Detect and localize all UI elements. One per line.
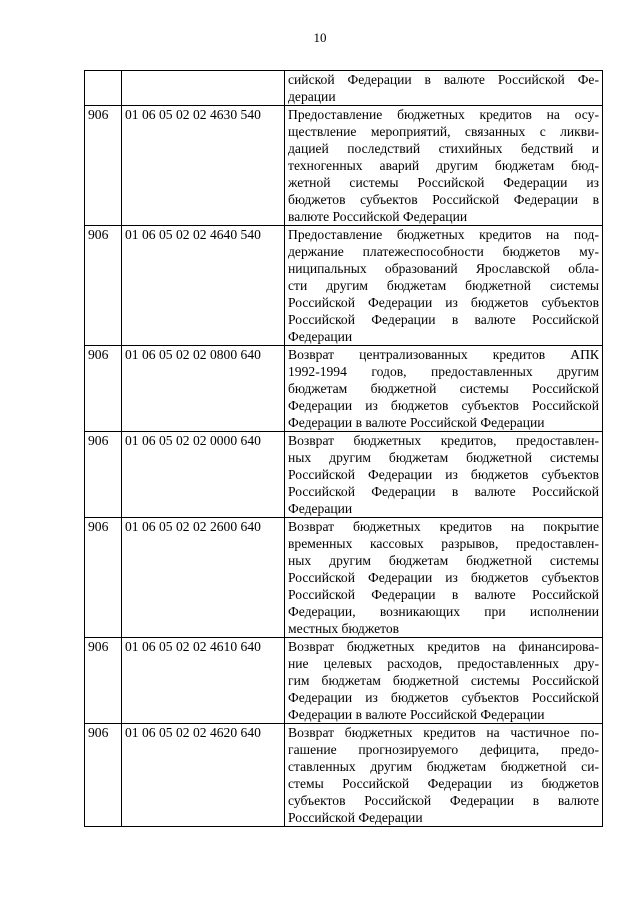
table-row: [85, 106, 603, 226]
admin-code-cell: 906: [85, 432, 122, 518]
admin-code-cell: [85, 71, 122, 106]
description-cell: [285, 71, 603, 106]
description-line: Федерации в валюте Российской Федерации: [288, 707, 545, 722]
table-row: [85, 71, 603, 106]
description-line: Возврат бюджетных кредитов, предоставлен-: [288, 433, 599, 448]
description-line: Возврат бюджетных кредитов на покрытие: [288, 519, 599, 534]
description-line: стемы Российской Федерации из бюджетов: [288, 776, 599, 791]
description-line: Российской Федерации в валюте Российской: [288, 484, 599, 499]
admin-code-cell: 906: [85, 518, 122, 638]
description-cell: [285, 432, 603, 518]
table-row: [85, 724, 603, 827]
description-line: Возврат централизованных кредитов АПК: [288, 347, 599, 362]
admin-code-cell: 906: [85, 638, 122, 724]
budget-code-cell: 01 06 05 02 02 0800 640: [122, 346, 285, 432]
table-row: [85, 346, 603, 432]
description-line: Федерации из бюджетов субъектов Российской: [288, 398, 599, 413]
description-line: дерации: [288, 89, 336, 104]
budget-code-cell: 01 06 05 02 02 2600 640: [122, 518, 285, 638]
description-cell: [285, 106, 603, 226]
budget-code-cell: 01 06 05 02 02 4630 540: [122, 106, 285, 226]
admin-code-cell: 906: [85, 106, 122, 226]
admin-code-cell: 906: [85, 346, 122, 432]
description-line: Предоставление бюджетных кредитов на под-: [288, 227, 599, 242]
description-line: Российской Федерации из бюджетов субъектов: [288, 467, 599, 482]
description-line: Российской Федерации из бюджетов субъектов: [288, 295, 599, 310]
description-cell: [285, 518, 603, 638]
description-line: ных другим бюджетам бюджетной системы: [288, 553, 599, 568]
description-line: ние целевых расходов, предоставленных дру-: [288, 656, 599, 671]
description-line: держание платежеспособности бюджетов му-: [288, 244, 599, 259]
budget-code-cell: 01 06 05 02 02 4610 640: [122, 638, 285, 724]
admin-code-cell: 906: [85, 724, 122, 827]
description-line: ставленных другим бюджетам бюджетной си-: [288, 759, 599, 774]
description-line: Предоставление бюджетных кредитов на осу-: [288, 107, 599, 122]
description-line: Российской Федерации в валюте Российской: [288, 312, 599, 327]
description-line: Федерации в валюте Российской Федерации: [288, 415, 545, 430]
budget-code-cell: 01 06 05 02 02 4620 640: [122, 724, 285, 827]
description-line: Федерации: [288, 501, 353, 516]
description-line: Российской Федерации из бюджетов субъектов: [288, 570, 599, 585]
description-line: жетной системы Российской Федерации из: [288, 175, 599, 190]
description-line: местных бюджетов: [288, 621, 400, 636]
description-line: Федерации: [288, 329, 353, 344]
budget-code-cell: 01 06 05 02 02 0000 640: [122, 432, 285, 518]
admin-code-cell: 906: [85, 226, 122, 346]
description-cell: [285, 638, 603, 724]
description-line: Федерации из бюджетов субъектов Российской: [288, 690, 599, 705]
description-cell: [285, 724, 603, 827]
description-line: Федерации, возникающих при исполнении: [288, 604, 599, 619]
table-row: [85, 432, 603, 518]
description-cell: [285, 226, 603, 346]
description-cell: [285, 346, 603, 432]
description-line: ниципальных образований Ярославской обла-: [288, 261, 599, 276]
description-line: гашение прогнозируемого дефицита, предо-: [288, 742, 599, 757]
description-line: ществление мероприятий, связанных с ликви-: [288, 124, 599, 139]
description-line: Возврат бюджетных кредитов на частичное по-: [288, 725, 599, 740]
description-line: Возврат бюджетных кредитов на финансирова-: [288, 639, 599, 654]
description-line: временных кассовых разрывов, предоставлен-: [288, 536, 599, 551]
description-line: бюджетам бюджетной системы Российской: [288, 381, 599, 396]
description-line: 1992-1994 годов, предоставленных другим: [288, 364, 599, 379]
description-line: Российской Федерации в валюте Российской: [288, 587, 599, 602]
description-line: бюджетов субъектов Российской Федерации в: [288, 192, 599, 207]
description-line: субъектов Российской Федерации в валюте: [288, 793, 599, 808]
table-row: [85, 518, 603, 638]
description-line: техногенных аварий другим бюджетам бюд-: [288, 158, 599, 173]
table-row: [85, 226, 603, 346]
description-line: сти другим бюджетам бюджетной системы: [288, 278, 599, 293]
description-line: дацией последствий стихийных бедствий и: [288, 141, 599, 156]
description-line: валюте Российской Федерации: [288, 209, 468, 224]
budget-code-cell: 01 06 05 02 02 4640 540: [122, 226, 285, 346]
description-line: гим бюджетам бюджетной системы Российской: [288, 673, 599, 688]
page-number: 10: [313, 30, 327, 45]
description-line: Российской Федерации: [288, 810, 423, 825]
table-body: [85, 71, 603, 827]
description-line: сийской Федерации в валюте Российской Фе-: [288, 72, 599, 87]
budget-code-cell: [122, 71, 285, 106]
description-line: ных другим бюджетам бюджетной системы: [288, 450, 599, 465]
budget-codes-table: [84, 70, 603, 827]
table-row: [85, 638, 603, 724]
